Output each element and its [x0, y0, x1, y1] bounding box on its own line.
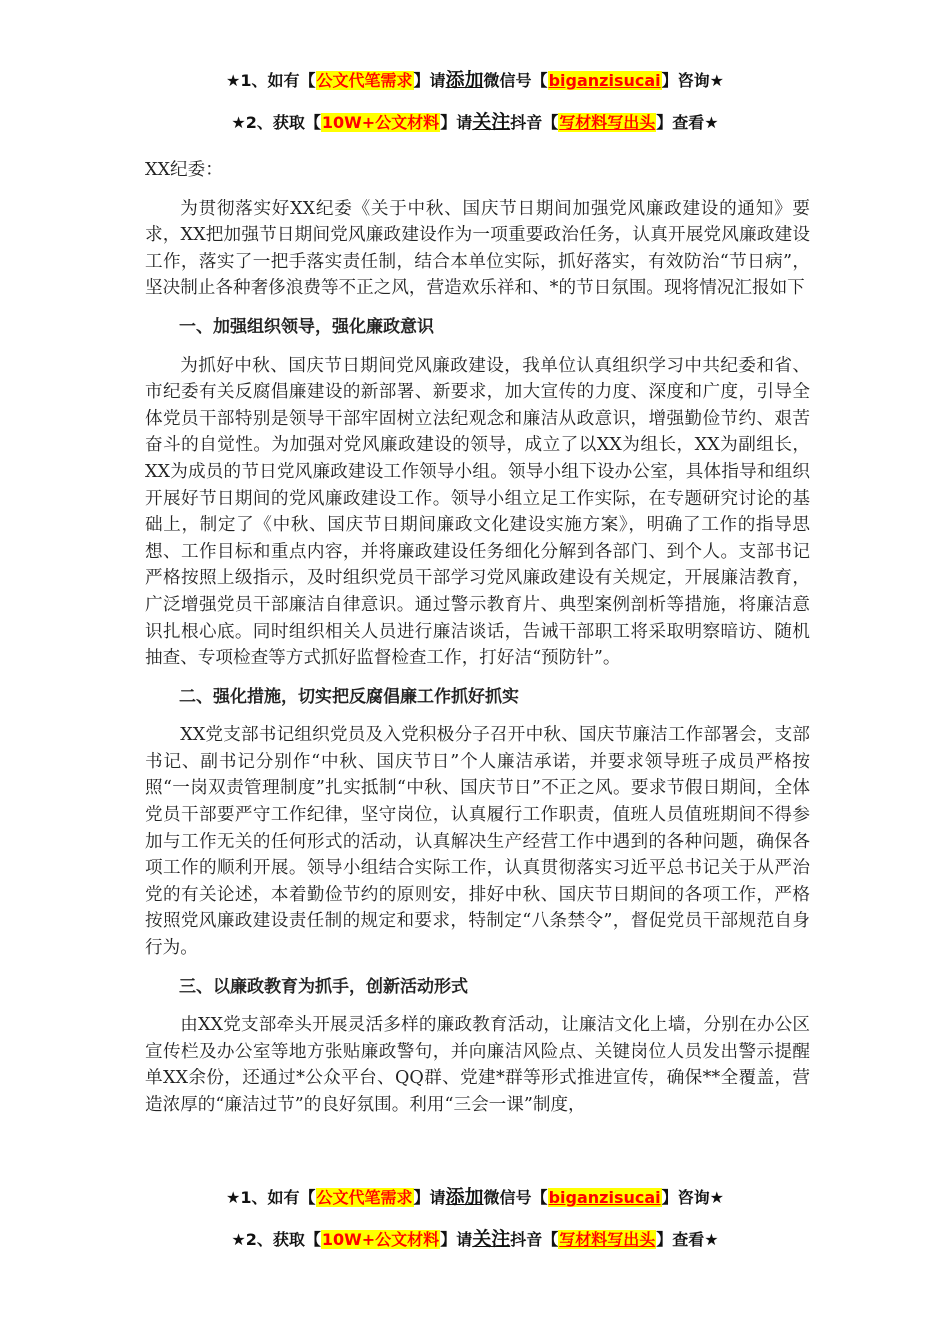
section-2-heading: 二、强化措施，切实把反腐倡廉工作抓好抓实	[179, 686, 519, 707]
banner-text: 】请	[413, 1188, 446, 1207]
banner-emphasis: 添加	[445, 1186, 484, 1208]
document-body	[145, 157, 810, 1119]
top-banner-line-2	[0, 111, 950, 134]
banner-text: ★2、获取【	[231, 1230, 321, 1249]
banner-text: ★1、如有【	[226, 71, 316, 90]
banner-text: ★2、获取【	[231, 113, 321, 132]
banner-text: 】请	[413, 71, 446, 90]
douyin-account-link[interactable]: 写材料写出头	[559, 1230, 656, 1249]
wechat-id-link[interactable]: biganzisucai	[548, 1188, 661, 1207]
banner-text: 】查看★	[656, 1230, 719, 1249]
section-1-paragraph: 为抓好中秋、国庆节日期间党风廉政建设，我单位认真组织学习中共纪委和省、市纪委有关反腐倡廉建设的新部署、新要求，加大宣传的力度、深度和广度，引导全体党员干部特别是领导干部牢固树立法纪观念和廉洁从政意识，增强勤俭节约、艰苦奋斗的自觉性。为加强对党风廉政建设的领导，成立了以XX为组长，XX为副组长，XX为成员的节日党风廉政建设工作领导小组。领导小组下设办公室，具体指导和组织开展好节日期间的党风廉政建设工作。领导小组立足工作实际，在专题研究讨论的基础上，制定了《中秋、国庆节日期间廉政文化建设实施方案》，明确了工作的指导思想、工作目标和重点内容，并将廉政建设任务细化分解到各部门、到个人。支部书记严格按照上级指示，及时组织党员干部学习党风廉政建设有关规定，开展廉洁教育，广泛增强党员干部廉洁自律意识。通过警示教育片、典型案例剖析等措施，将廉洁意识扎根心底。同时组织相关人员进行廉洁谈话，告诫干部职工将采取明察暗访、随机抽查、专项检查等方式抓好监督检查工作，打好洁“预防针”。	[145, 355, 810, 669]
banner-highlight: 10W+公文材料	[321, 113, 440, 132]
section-1-heading: 一、加强组织领导，强化廉政意识	[179, 316, 434, 337]
section-2-paragraph: XX党支部书记组织党员及入党积极分子召开中秋、国庆节廉洁工作部署会，支部书记、副书记分别作“中秋、国庆节日”个人廉洁承诺，并要求领导班子成员严格按照“一岗双责管理制度”扎实抵制“中秋、国庆节日”不正之风。要求节假日期间，全体党员干部要严守工作纪律，坚守岗位，认真履行工作职责，值班人员值班期间不得参加与工作无关的任何形式的活动，认真解决生产经营工作中遇到的各种问题，确保各项工作的顺利开展。领导小组结合实际工作，认真贯彻落实习近平总书记关于从严治党的有关论述，本着勤俭节约的原则安，排好中秋、国庆节日期间的各项工作，严格按照党风廉政建设责任制的规定和要求，特制定“八条禁令”，督促党员干部规范自身行为。	[145, 725, 810, 959]
banner-emphasis: 关注	[472, 1228, 511, 1250]
top-banner-line-1	[0, 69, 950, 92]
banner-text: 抖音【	[510, 113, 559, 132]
banner-text: 】请	[440, 113, 473, 132]
section-3-paragraph: 由XX党支部牵头开展灵活多样的廉政教育活动，让廉洁文化上墙，分别在办公区宣传栏及办公室等地方张贴廉政警句，并向廉洁风险点、关键岗位人员发出警示提醒单XX余份，还通过*公众平台、QQ群、党建*群等形式推进宣传，确保**全覆盖，营造浓厚的“廉洁过节”的良好氛围。利用“三会一课”制度，	[145, 1015, 810, 1115]
douyin-account-link[interactable]: 写材料写出头	[559, 113, 656, 132]
intro-paragraph: 为贯彻落实好XX纪委《关于中秋、国庆节日期间加强党风廉政建设的通知》要求，XX把加强节日期间党风廉政建设作为一项重要政治任务，认真开展党风廉政建设工作，落实了一把手落实责任制，结合本单位实际，抓好落实，有效防治“节日病”，坚决制止各种奢侈浪费等不正之风，营造欢乐祥和、*的节日氛围。现将情况汇报如下	[145, 198, 810, 299]
banner-text: 】咨询★	[661, 71, 724, 90]
banner-text: 抖音【	[510, 1230, 559, 1249]
banner-emphasis: 关注	[472, 111, 511, 133]
banner-highlight: 10W+公文材料	[321, 1230, 440, 1249]
banner-text: 微信号【	[483, 71, 548, 90]
section-3-heading: 三、以廉政教育为抓手，创新活动形式	[179, 976, 468, 997]
banner-emphasis: 添加	[445, 69, 484, 91]
bottom-banner-line-2	[0, 1228, 950, 1251]
banner-highlight: 公文代笔需求	[316, 71, 413, 90]
banner-text: 微信号【	[483, 1188, 548, 1207]
banner-text: ★1、如有【	[226, 1188, 316, 1207]
banner-highlight: 公文代笔需求	[316, 1188, 413, 1207]
bottom-banner-line-1	[0, 1186, 950, 1209]
wechat-id-link[interactable]: biganzisucai	[548, 71, 661, 90]
banner-text: 】请	[440, 1230, 473, 1249]
banner-text: 】咨询★	[661, 1188, 724, 1207]
salutation: XX纪委：	[145, 160, 223, 180]
banner-text: 】查看★	[656, 113, 719, 132]
